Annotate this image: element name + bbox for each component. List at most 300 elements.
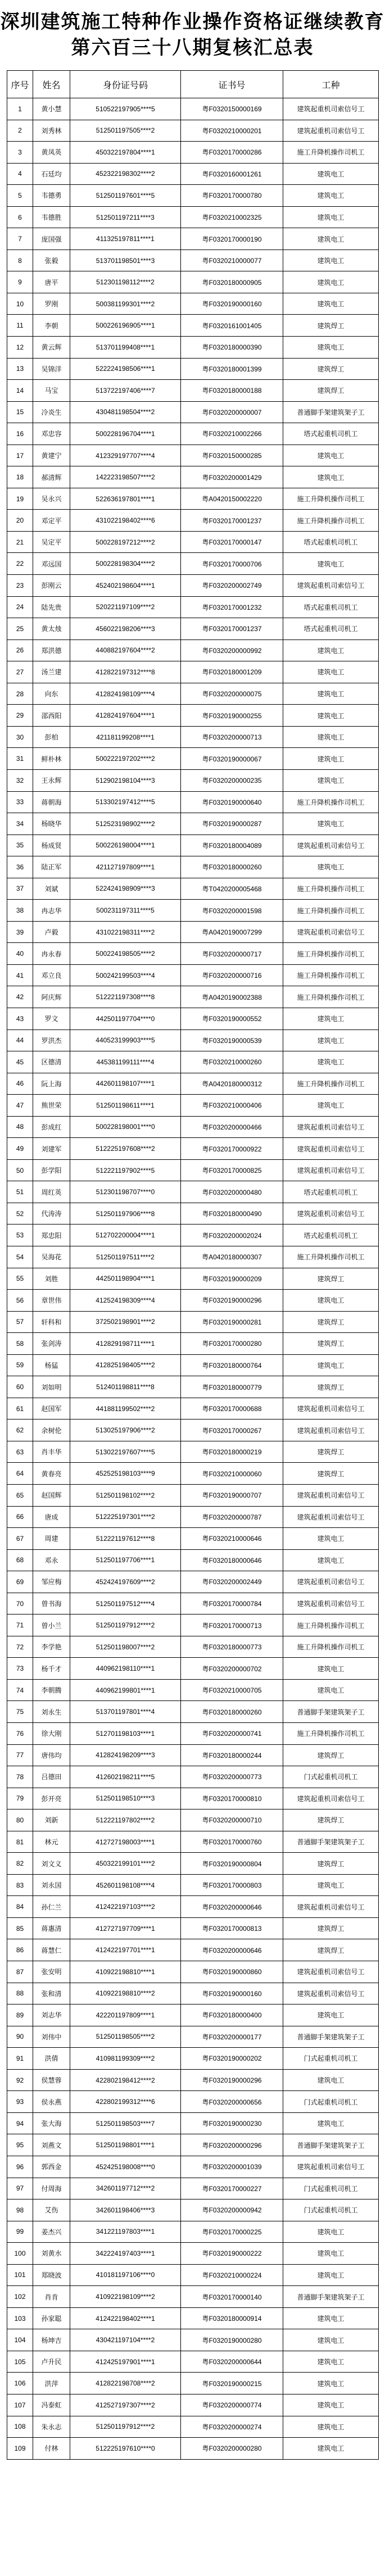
row-id-number: 512221197308****8 [70,986,181,1008]
row-trade: 建筑焊工 [283,358,379,380]
row-certificate-number: 粤F0320170000267 [181,1419,283,1441]
row-certificate-number: 粤F0320170000227 [181,2178,283,2199]
row-trade: 普通脚手架建筑架子工 [283,2286,379,2308]
row-id-number: 513701197801****4 [70,1701,181,1723]
row-id-number: 342601198406****3 [70,2199,181,2221]
row-certificate-number: 粤F0320200000235 [181,769,283,791]
row-certificate-number: 粤F0320200000702 [181,1658,283,1680]
row-trade: 建筑起重机司索信号工 [283,921,379,943]
row-certificate-number: 粤F0320210000077 [181,250,283,271]
table-row [7,380,379,402]
row-trade: 施工升降机操作司机工 [283,900,379,922]
table-row [7,1983,379,2004]
row-name: 章世伟 [33,1290,70,1312]
row-trade: 建筑电工 [283,683,379,705]
row-name: 张毅 [33,250,70,271]
header-trade: 工种 [283,71,379,98]
row-index: 35 [7,835,33,856]
table-row [7,185,379,207]
table-row [7,1030,379,1051]
row-id-number: 452424197609****2 [70,1571,181,1593]
table-row [7,1766,379,1788]
row-name: 冉永春 [33,943,70,965]
row-index: 38 [7,900,33,922]
table-row [7,142,379,164]
row-id-number: 500228197212****2 [70,531,181,553]
row-name: 王永辉 [33,769,70,791]
row-index: 82 [7,1853,33,1875]
row-name: 刘如明 [33,1376,70,1398]
row-trade: 建筑电工 [283,337,379,359]
row-trade: 建筑电工 [283,2394,379,2416]
row-id-number: 412822197312****8 [70,661,181,683]
row-index: 13 [7,358,33,380]
row-index: 90 [7,2026,33,2048]
row-name: 刘建军 [33,1138,70,1160]
row-index: 96 [7,2156,33,2178]
row-trade: 建筑电工 [283,2307,379,2329]
row-trade: 建筑起重机司索信号工 [283,575,379,597]
row-index: 70 [7,1593,33,1614]
row-index: 65 [7,1485,33,1507]
row-trade: 普通脚手架建筑架子工 [283,1831,379,1853]
row-trade: 建筑电工 [283,640,379,661]
row-certificate-number: 粤F0320200000007 [181,401,283,423]
table-row [7,964,379,986]
row-id-number: 431022198402****6 [70,510,181,532]
row-id-number: 450322199101****2 [70,1853,181,1875]
table-row [7,683,379,705]
row-trade: 建筑电工 [283,726,379,748]
row-certificate-number: 粤F0320180000773 [181,1636,283,1658]
row-index: 92 [7,2069,33,2091]
row-certificate-number: 粤F0320170000813 [181,1917,283,1939]
row-certificate-number: 粤F0320170000760 [181,1831,283,1853]
row-id-number: 412829198711****1 [70,1333,181,1355]
row-certificate-number: 粤F0320190000255 [181,705,283,727]
row-certificate-number: 粤F0320150000169 [181,98,283,120]
row-certificate-number: 粤F0320170000140 [181,2286,283,2308]
row-index: 22 [7,553,33,575]
table-row [7,1593,379,1614]
row-id-number: 422802198412****2 [70,2069,181,2091]
row-name: 刘文义 [33,1853,70,1875]
row-trade: 建筑起重机司索信号工 [283,1983,379,2004]
row-index: 20 [7,510,33,532]
row-trade: 建筑电工 [283,2112,379,2134]
table-row [7,1419,379,1441]
row-name: 刘新 [33,1809,70,1831]
table-row [7,1095,379,1117]
row-name: 吴永兴 [33,488,70,510]
row-certificate-number: 粤F0320200000787 [181,1506,283,1528]
table-row [7,1203,379,1224]
row-name: 赵国军 [33,1398,70,1419]
row-name: 姜杰兴 [33,2221,70,2243]
row-index: 102 [7,2286,33,2308]
row-name: 罗文 [33,1008,70,1030]
row-id-number: 412422197103****2 [70,1896,181,1918]
row-trade: 建筑电工 [283,813,379,835]
row-trade: 建筑起重机司索信号工 [283,1485,379,1507]
row-id-number: 440882197604****2 [70,640,181,661]
row-certificate-number: 粤F0320180000390 [181,337,283,359]
row-trade: 建筑焊工 [283,1376,379,1398]
row-name: 马宝 [33,380,70,402]
row-certificate-number: 粤F0320210000201 [181,120,283,142]
row-index: 88 [7,1983,33,2004]
row-certificate-number: 粤F0320200002749 [181,575,283,597]
row-name: 区德清 [33,1051,70,1073]
row-certificate-number: 粤F0320200000656 [181,2091,283,2113]
row-certificate-number: 粤F0320210002266 [181,423,283,445]
row-certificate-number: 粤A0420190007299 [181,921,283,943]
table-row [7,401,379,423]
row-name: 洪萍 [33,2373,70,2394]
table-row [7,986,379,1008]
table-row [7,1571,379,1593]
row-certificate-number: 粤F0320180001399 [181,358,283,380]
table-row [7,2004,379,2026]
row-trade: 建筑起重机司索信号工 [283,1138,379,1160]
row-certificate-number: 粤F0320200000646 [181,1896,283,1918]
table-row [7,2069,379,2091]
row-trade: 塔式起重机司机工 [283,1224,379,1246]
row-id-number: 512221197802****2 [70,1809,181,1831]
row-index: 2 [7,120,33,142]
row-id-number: 412602198211****5 [70,1766,181,1788]
row-index: 99 [7,2221,33,2243]
row-id-number: 513701198501****3 [70,250,181,271]
row-index: 21 [7,531,33,553]
table-row [7,943,379,965]
table-row [7,813,379,835]
row-trade: 普通脚手架建筑架子工 [283,2134,379,2156]
row-name: 冷炎生 [33,401,70,423]
row-certificate-number: 粤F0320180000646 [181,1549,283,1571]
row-id-number: 512523198902****2 [70,813,181,835]
row-trade: 建筑焊工 [283,1809,379,1831]
table-row [7,1051,379,1073]
row-index: 56 [7,1290,33,1312]
row-name: 张安明 [33,1961,70,1983]
row-id-number: 513022197607****5 [70,1441,181,1463]
row-index: 107 [7,2394,33,2416]
row-index: 81 [7,1831,33,1853]
row-name: 刘燕文 [33,2134,70,2156]
row-id-number: 522424198909****3 [70,878,181,900]
table-row [7,2416,379,2438]
row-id-number: 412524198309****4 [70,1290,181,1312]
row-id-number: 510522197905****5 [70,98,181,120]
table-row [7,2243,379,2265]
row-index: 89 [7,2004,33,2026]
table-row [7,2264,379,2286]
row-name: 汤兰建 [33,661,70,683]
row-certificate-number: 粤F0320200001039 [181,2156,283,2178]
row-id-number: 411325197811****1 [70,228,181,250]
row-index: 15 [7,401,33,423]
row-id-number: 412824197604****1 [70,705,181,727]
row-index: 84 [7,1896,33,1918]
row-certificate-number: 粤F0320190000160 [181,1983,283,2004]
row-certificate-number: 粤F0320180000400 [181,2004,283,2026]
table-row [7,1528,379,1550]
row-certificate-number: 粤F0320190000552 [181,1008,283,1030]
row-id-number: 441881199502****2 [70,1398,181,1419]
row-id-number: 512702200004****1 [70,1224,181,1246]
row-certificate-number: 粤F0320210000646 [181,1528,283,1550]
row-index: 46 [7,1073,33,1095]
row-name: 杨坤吉 [33,2329,70,2351]
row-name: 朱永志 [33,2416,70,2438]
row-name: 蒋朝海 [33,791,70,813]
row-id-number: 512401198811****8 [70,1376,181,1398]
row-index: 74 [7,1679,33,1701]
table-row [7,1138,379,1160]
row-id-number: 431022198311****2 [70,921,181,943]
row-name: 石廷均 [33,163,70,185]
table-row [7,2156,379,2178]
row-index: 27 [7,661,33,683]
row-certificate-number: 粤F0320170000825 [181,1159,283,1181]
table-row [7,1008,379,1030]
row-trade: 塔式起重机司机工 [283,1181,379,1203]
row-index: 45 [7,1051,33,1073]
row-id-number: 450322197804****1 [70,142,181,164]
row-id-number: 372502198901****2 [70,1311,181,1333]
row-certificate-number: 粤F0320190000222 [181,2243,283,2265]
row-trade: 建筑起重机司索信号工 [283,1159,379,1181]
row-certificate-number: 粤F0320200000646 [181,1939,283,1961]
row-name: 冯泰虹 [33,2394,70,2416]
row-trade: 建筑起重机司索信号工 [283,1961,379,1983]
row-trade: 建筑起重机司索信号工 [283,1593,379,1614]
row-index: 11 [7,315,33,337]
table-row [7,1311,379,1333]
row-certificate-number: 粤F0320170000190 [181,228,283,250]
table-row [7,2134,379,2156]
row-index: 39 [7,921,33,943]
row-trade: 施工升降机操作司机工 [283,510,379,532]
row-name: 李朝腾 [33,1679,70,1701]
row-name: 余树伦 [33,1419,70,1441]
row-name: 唐成 [33,1506,70,1528]
row-index: 103 [7,2307,33,2329]
row-id-number: 513302197412****5 [70,791,181,813]
table-row [7,1939,379,1961]
row-certificate-number: 粤F0320200002449 [181,1571,283,1593]
table-row [7,661,379,683]
row-name: 黄春亮 [33,1463,70,1485]
row-index: 83 [7,1874,33,1896]
row-certificate-number: 粤F0320200000942 [181,2199,283,2221]
row-index: 12 [7,337,33,359]
row-certificate-number: 粤F0320190000215 [181,2373,283,2394]
row-certificate-number: 粤F0320180000490 [181,1203,283,1224]
row-name: 鲜朴林 [33,748,70,770]
table-row [7,2438,379,2460]
row-trade: 建筑起重机司索信号工 [283,1896,379,1918]
row-certificate-number: 粤F0320170001237 [181,510,283,532]
row-name: 刘永生 [33,1701,70,1723]
row-id-number: 410922198810****2 [70,1983,181,2004]
table-row [7,423,379,445]
row-index: 24 [7,596,33,618]
row-certificate-number: 粤F0320170000286 [181,142,283,164]
row-trade: 普通脚手架建筑架子工 [283,2026,379,2048]
row-index: 26 [7,640,33,661]
row-id-number: 440523199903****5 [70,1030,181,1051]
row-index: 3 [7,142,33,164]
table-row [7,315,379,337]
row-name: 黄云辉 [33,337,70,359]
row-trade: 建筑焊工 [283,1441,379,1463]
row-trade: 建筑电工 [283,2243,379,2265]
row-certificate-number: 粤F0320180000188 [181,380,283,402]
row-index: 49 [7,1138,33,1160]
table-row [7,2199,379,2221]
table-row [7,1809,379,1831]
row-certificate-number: 粤F0320210000224 [181,2264,283,2286]
table-row [7,575,379,597]
table-row [7,1874,379,1896]
row-name: 熊世荣 [33,1095,70,1117]
row-name: 黄太烛 [33,618,70,640]
row-trade: 建筑焊工 [283,315,379,337]
row-certificate-number: 粤F0320180000244 [181,1744,283,1766]
table-row [7,1636,379,1658]
row-certificate-number: 粤F0320190000804 [181,1853,283,1875]
row-id-number: 512225197301****2 [70,1506,181,1528]
row-id-number: 412329197707****4 [70,445,181,466]
row-trade: 建筑焊工 [283,1333,379,1355]
row-trade: 施工升降机操作司机工 [283,964,379,986]
row-id-number: 421127197809****1 [70,856,181,878]
row-certificate-number: 粤F0320170000706 [181,553,283,575]
table-row [7,1896,379,1918]
row-trade: 建筑电工 [283,228,379,250]
row-index: 40 [7,943,33,965]
row-id-number: 452425198008****0 [70,2156,181,2178]
row-name: 卢升民 [33,2351,70,2373]
row-name: 赵国辉 [33,1485,70,1507]
row-index: 9 [7,271,33,293]
row-index: 58 [7,1333,33,1355]
table-row [7,921,379,943]
row-index: 47 [7,1095,33,1117]
row-certificate-number: 粤F0320210000406 [181,1095,283,1117]
row-index: 53 [7,1224,33,1246]
row-trade: 建筑电工 [283,163,379,185]
row-id-number: 513722197406****7 [70,380,181,402]
table-header-row [7,71,379,98]
row-certificate-number: 粤F0320170000713 [181,1614,283,1636]
row-trade: 建筑电工 [283,206,379,228]
row-id-number: 452525198103****9 [70,1463,181,1485]
row-id-number: 430421197104****2 [70,2329,181,2351]
row-name: 邓立良 [33,964,70,986]
row-certificate-number: 粤A0420180000307 [181,1246,283,1268]
row-index: 5 [7,185,33,207]
row-name: 周建 [33,1528,70,1550]
row-certificate-number: 粤F0320170000803 [181,1874,283,1896]
row-index: 68 [7,1549,33,1571]
row-trade: 建筑电工 [283,2004,379,2026]
table-row [7,1723,379,1745]
row-id-number: 500231197311****5 [70,900,181,922]
row-name: 吴锦洋 [33,358,70,380]
table-row [7,2286,379,2308]
row-name: 邹应梅 [33,1571,70,1593]
row-certificate-number: 粤F0320210000260 [181,1051,283,1073]
row-certificate-number: 粤F0320170000280 [181,1333,283,1355]
row-trade: 门式起重机司机工 [283,2178,379,2199]
row-index: 55 [7,1268,33,1290]
row-index: 101 [7,2264,33,2286]
table-row [7,488,379,510]
row-trade: 建筑电工 [283,293,379,315]
row-id-number: 500226198004****1 [70,835,181,856]
row-trade: 普通脚手架建筑架子工 [283,401,379,423]
row-index: 43 [7,1008,33,1030]
row-name: 刘黄水 [33,2243,70,2265]
row-certificate-number: 粤F0320170000688 [181,1398,283,1419]
row-trade: 塔式起重机司机工 [283,596,379,618]
row-certificate-number: 粤F0320190000296 [181,2069,283,2091]
table-row [7,2221,379,2243]
row-certificate-number: 粤F0320200000773 [181,1766,283,1788]
row-index: 37 [7,878,33,900]
row-name: 彭柏 [33,726,70,748]
row-certificate-number: 粤F0320200001598 [181,900,283,922]
row-trade: 建筑起重机司索信号工 [283,2156,379,2178]
row-index: 66 [7,1506,33,1528]
row-trade: 施工升降机操作司机工 [283,1636,379,1658]
row-index: 71 [7,1614,33,1636]
row-index: 17 [7,445,33,466]
header-certificate-number: 证书号 [181,71,283,98]
row-trade: 建筑电工 [283,856,379,878]
row-index: 93 [7,2091,33,2113]
row-id-number: 512501198505****2 [70,2026,181,2048]
row-id-number: 452402198604****1 [70,575,181,597]
table-row [7,293,379,315]
row-trade: 建筑起重机司索信号工 [283,1398,379,1419]
row-index: 50 [7,1159,33,1181]
table-row [7,120,379,142]
row-id-number: 522636197801****1 [70,488,181,510]
row-name: 邓远国 [33,553,70,575]
row-id-number: 412727198003****1 [70,1831,181,1853]
row-trade: 施工升降机操作司机工 [283,943,379,965]
row-index: 109 [7,2438,33,2460]
row-name: 李朝 [33,315,70,337]
row-id-number: 412822198708****2 [70,2373,181,2394]
row-trade: 建筑电工 [283,271,379,293]
row-index: 76 [7,1723,33,1745]
row-trade: 建筑焊工 [283,1939,379,1961]
row-name: 侯永燕 [33,2091,70,2113]
row-name: 刘斌 [33,878,70,900]
row-trade: 施工升降机操作司机工 [283,791,379,813]
row-name: 刘伟中 [33,2026,70,2048]
row-id-number: 412425197901****1 [70,2351,181,2373]
row-trade: 施工升降机操作司机工 [283,1614,379,1636]
row-id-number: 512501198611****1 [70,1095,181,1117]
row-certificate-number: 粤F0320190000160 [181,293,283,315]
row-id-number: 422802199312****6 [70,2091,181,2113]
